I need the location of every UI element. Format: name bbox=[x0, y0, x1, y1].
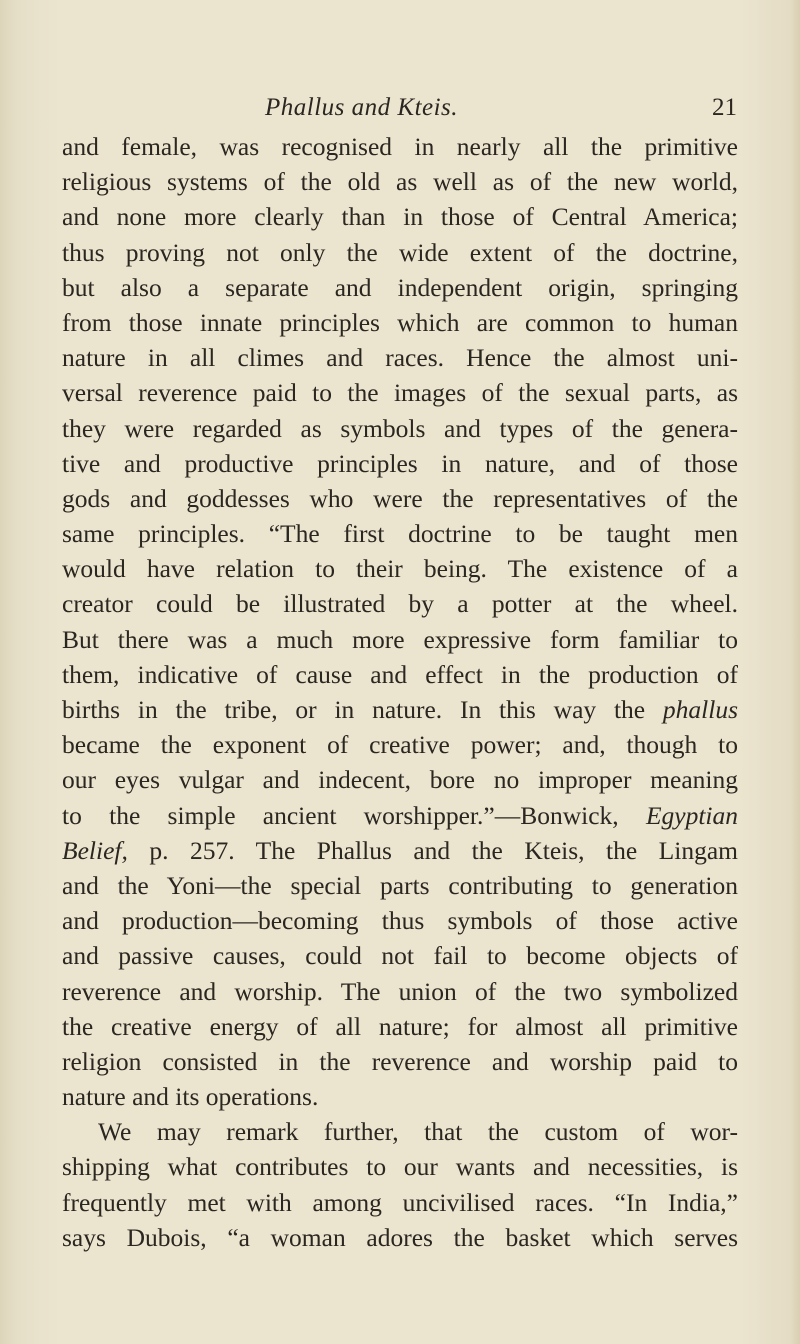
text-line: versal reverence paid to the images of the sexual parts, as bbox=[62, 378, 738, 408]
page-number: 21 bbox=[712, 94, 737, 121]
text-line: them, indicative of cause and effect in the production of bbox=[62, 659, 738, 689]
text-line: religion consisted in the reverence and worship paid to bbox=[62, 1046, 738, 1076]
text-line: religious systems of the old as well as of the new world, bbox=[62, 167, 738, 197]
line-text: births in the tribe, or in nature. In this way the bbox=[62, 695, 646, 724]
text-line: and the Yoni—the special parts contributing to generation bbox=[62, 870, 738, 900]
text-line-paragraph-end: nature and its operations. bbox=[62, 1082, 319, 1112]
italic-phallus: phallus bbox=[662, 695, 739, 724]
text-line: and female, was recognised in nearly all the primitive bbox=[62, 132, 738, 161]
running-head: Phallus and Kteis. bbox=[265, 94, 459, 121]
text-line: would have relation to their being. The existence of a bbox=[62, 554, 738, 584]
italic-egyptian: Egyptian bbox=[645, 800, 739, 830]
text-line-with-italic bbox=[62, 833, 738, 868]
text-line: reverence and worship. The union of the two symbolized bbox=[62, 976, 738, 1006]
text-line: says Dubois, “a woman adores the basket which serves bbox=[62, 1222, 738, 1252]
text-line: our eyes vulgar and indecent, bore no improper meaning bbox=[62, 765, 738, 795]
text-line: thus proving not only the wide extent of the doctrine, bbox=[62, 237, 738, 267]
text-line-with-italic bbox=[62, 798, 738, 833]
text-line: frequently met with among uncivilised races. “In India,” bbox=[62, 1187, 738, 1217]
text-line-paragraph-start: We may remark further, that the custom of wor- bbox=[98, 1117, 738, 1147]
text-line: from those innate principles which are common to human bbox=[62, 307, 738, 337]
text-line: gods and goddesses who were the representatives of the bbox=[62, 483, 738, 513]
text-line: but also a separate and independent origin, springing bbox=[62, 272, 738, 302]
text-line: became the exponent of creative power; and, though to bbox=[62, 730, 738, 760]
page-header bbox=[0, 94, 800, 124]
text-line: the creative energy of all nature; for almost all primitive bbox=[62, 1011, 738, 1041]
text-line: they were regarded as symbols and types of the genera- bbox=[62, 413, 738, 443]
text-line: shipping what contributes to our wants and necessities, is bbox=[62, 1152, 738, 1182]
line-text: to the simple ancient worshipper.”—Bonwick, bbox=[62, 800, 619, 830]
text-line: But there was a much more expressive form familiar to bbox=[62, 624, 738, 654]
text-line: same principles. “The first doctrine to be taught men bbox=[62, 519, 738, 549]
italic-belief: Belief, bbox=[62, 835, 128, 865]
text-line-with-italic bbox=[62, 692, 738, 727]
text-line: nature in all climes and races. Hence the almost uni- bbox=[62, 343, 738, 373]
text-line: and production—becoming thus symbols of those active bbox=[62, 906, 738, 936]
text-line: and passive causes, could not fail to become objects of bbox=[62, 941, 738, 971]
body-text bbox=[62, 129, 738, 1255]
text-line: creator could be illustrated by a potter at the wheel. bbox=[62, 589, 738, 619]
text-line: and none more clearly than in those of Central America; bbox=[62, 202, 738, 232]
text-line: tive and productive principles in nature, and of those bbox=[62, 448, 738, 478]
line-text: p. 257. The Phallus and the Kteis, the Lingam bbox=[149, 835, 738, 865]
